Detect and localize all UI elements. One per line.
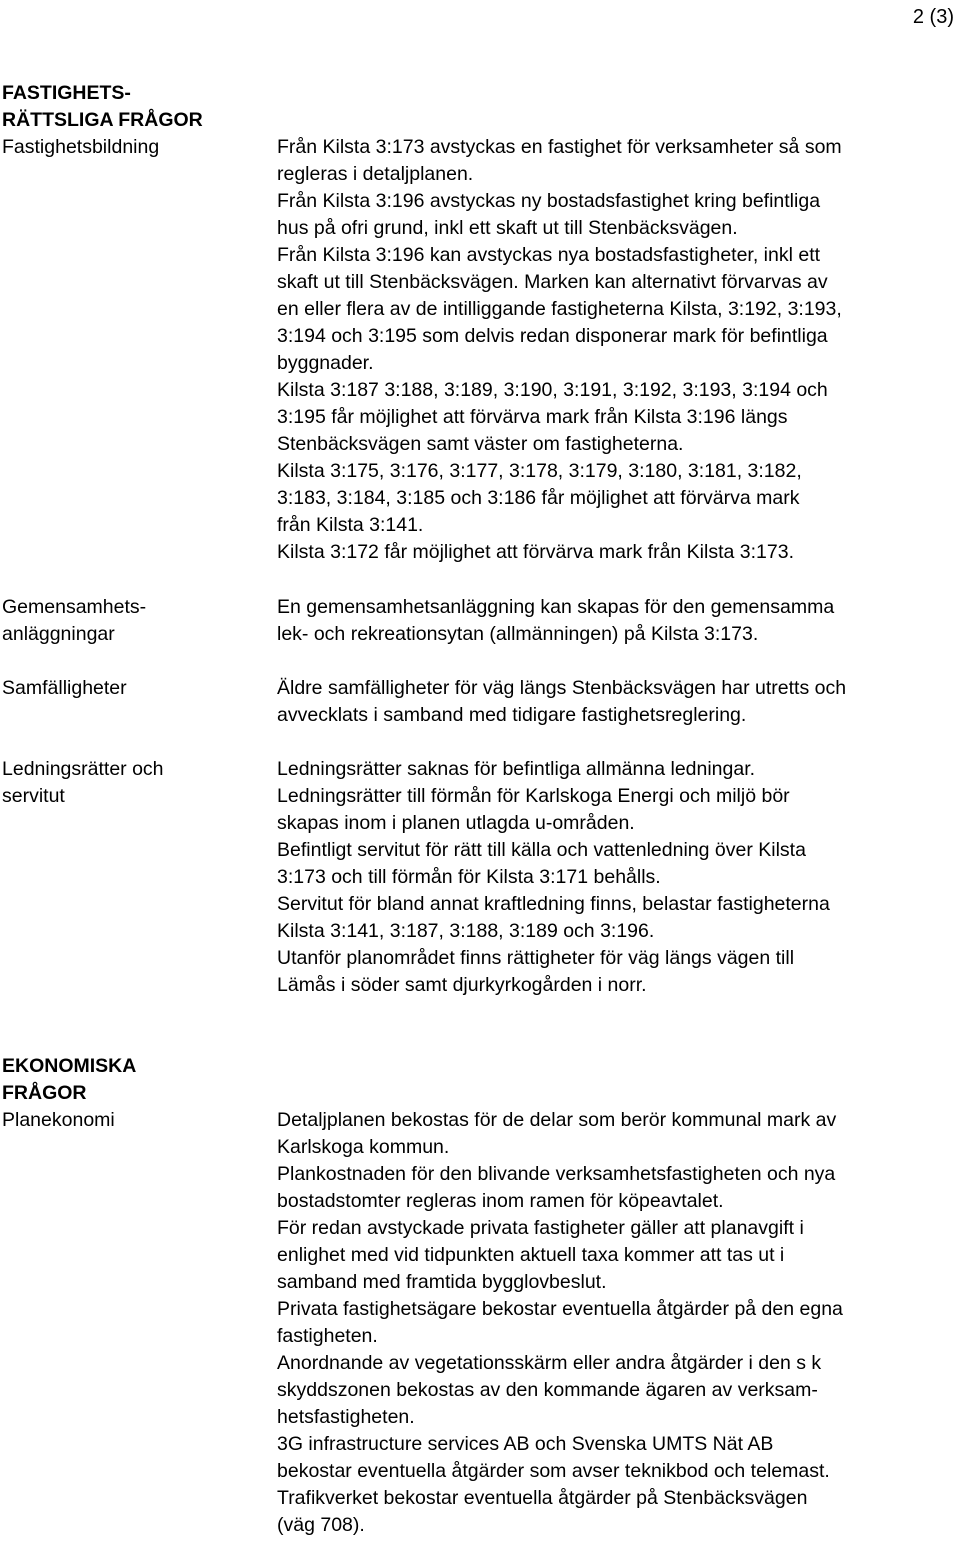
label-line: Samfälligheter — [2, 677, 127, 699]
label-line: servitut — [2, 785, 65, 807]
body-line: Ledningsrätter till förmån för Karlskoga Energi och miljö bör — [277, 785, 790, 807]
body-line: Kilsta 3:172 får möjlighet att förvärva mark från Kilsta 3:173. — [277, 541, 794, 563]
body-line: regleras i detaljplanen. — [277, 163, 474, 185]
label-gemensamhetsanlaggningar — [2, 594, 264, 648]
body-line: Kilsta 3:175, 3:176, 3:177, 3:178, 3:179, 3:180, 3:181, 3:182, — [277, 460, 802, 482]
body-gemensamhetsanlaggningar — [277, 594, 960, 648]
body-line: En gemensamhetsanläggning kan skapas för den gemensamma — [277, 596, 835, 618]
body-line: Kilsta 3:187 3:188, 3:189, 3:190, 3:191, 3:192, 3:193, 3:194 och — [277, 379, 828, 401]
body-line: skapas inom i planen utlagda u-områden. — [277, 812, 635, 834]
body-line: hetsfastigheten. — [277, 1406, 415, 1428]
label-ledningsratter-och-servitut — [2, 756, 264, 810]
body-line: Från Kilsta 3:196 avstyckas ny bostadsfastighet kring befintliga — [277, 190, 821, 212]
body-line: Från Kilsta 3:196 kan avstyckas nya bostadsfastigheter, inkl ett — [277, 244, 821, 266]
body-line: Anordnande av vegetationsskärm eller andra åtgärder i den s k — [277, 1352, 822, 1374]
label-fastighetsbildning — [2, 134, 264, 161]
body-fastighetsbildning — [277, 134, 960, 566]
body-line: samband med framtida bygglovbeslut. — [277, 1271, 607, 1293]
body-line: Lämås i söder samt djurkyrkogården i norr. — [277, 974, 647, 996]
body-line: skyddszonen bekostas av den kommande ägaren av verksam- — [277, 1379, 818, 1401]
body-line: avvecklats i samband med tidigare fastighetsreglering. — [277, 704, 747, 726]
section-heading-fastighetsrattsliga — [2, 80, 264, 134]
body-line: Trafikverket bekostar eventuella åtgärder på Stenbäcksvägen — [277, 1487, 808, 1509]
body-line: Kilsta 3:141, 3:187, 3:188, 3:189 och 3:196. — [277, 920, 655, 942]
body-line: fastigheten. — [277, 1325, 378, 1347]
body-line: bekostar eventuella åtgärder som avser teknikbod och telemast. — [277, 1460, 830, 1482]
label-line: Planekonomi — [2, 1109, 115, 1131]
label-line: Ledningsrätter och — [2, 758, 164, 780]
body-line: 3G infrastructure services AB och Svenska UMTS Nät AB — [277, 1433, 774, 1455]
body-line: skaft ut till Stenbäcksvägen. Marken kan alternativt förvarvas av — [277, 271, 828, 293]
body-line: 3:183, 3:184, 3:185 och 3:186 får möjlighet att förvärva mark — [277, 487, 800, 509]
section-heading-line: FRÅGOR — [2, 1082, 87, 1104]
section-heading-line: RÄTTSLIGA FRÅGOR — [2, 109, 203, 131]
body-line: Utanför planområdet finns rättigheter för väg längs vägen till — [277, 947, 795, 969]
body-line: Äldre samfälligheter för väg längs Stenbäcksvägen har utretts och — [277, 677, 847, 699]
body-line: hus på ofri grund, inkl ett skaft ut till Stenbäcksvägen. — [277, 217, 738, 239]
label-line: Gemensamhets- — [2, 596, 147, 618]
section-heading-line: FASTIGHETS- — [2, 82, 131, 104]
label-line: Fastighetsbildning — [2, 136, 160, 158]
body-line: Befintligt servitut för rätt till källa och vattenledning över Kilsta — [277, 839, 806, 861]
body-line: Servitut för bland annat kraftledning finns, belastar fastigheterna — [277, 893, 830, 915]
page-number: 2 (3) — [912, 6, 954, 28]
body-line: Från Kilsta 3:173 avstyckas en fastighet för verksamheter så som — [277, 136, 842, 158]
body-line: bostadstomter regleras inom ramen för köpeavtalet. — [277, 1190, 724, 1212]
body-line: Ledningsrätter saknas för befintliga allmänna ledningar. — [277, 758, 756, 780]
body-line: För redan avstyckade privata fastigheter gäller att planavgift i — [277, 1217, 804, 1239]
body-ledningsratter-och-servitut — [277, 756, 960, 999]
label-line: anläggningar — [2, 623, 115, 645]
body-line: byggnader. — [277, 352, 374, 374]
body-line: enlighet med vid tidpunkten aktuell taxa kommer att tas ut i — [277, 1244, 785, 1266]
body-line: Plankostnaden för den blivande verksamhetsfastigheten och nya — [277, 1163, 836, 1185]
label-planekonomi — [2, 1107, 264, 1134]
body-line: (väg 708). — [277, 1514, 365, 1536]
body-line: Privata fastighetsägare bekostar eventuella åtgärder på den egna — [277, 1298, 843, 1320]
body-line: Karlskoga kommun. — [277, 1136, 450, 1158]
body-line: 3:194 och 3:195 som delvis redan disponerar mark för befintliga — [277, 325, 828, 347]
label-samfalligheter — [2, 675, 264, 702]
section-heading-ekonomiska — [2, 1053, 264, 1107]
body-line: lek- och rekreationsytan (allmänningen) på Kilsta 3:173. — [277, 623, 759, 645]
body-line: Stenbäcksvägen samt väster om fastigheterna. — [277, 433, 684, 455]
section-heading-line: EKONOMISKA — [2, 1055, 137, 1077]
body-samfalligheter — [277, 675, 960, 729]
body-line: 3:195 får möjlighet att förvärva mark från Kilsta 3:196 längs — [277, 406, 788, 428]
body-line: Detaljplanen bekostas för de delar som berör kommunal mark av — [277, 1109, 837, 1131]
body-line: från Kilsta 3:141. — [277, 514, 424, 536]
body-planekonomi — [277, 1107, 960, 1539]
body-line: 3:173 och till förmån för Kilsta 3:171 behålls. — [277, 866, 661, 888]
body-line: en eller flera av de intilliggande fastigheterna Kilsta, 3:192, 3:193, — [277, 298, 842, 320]
